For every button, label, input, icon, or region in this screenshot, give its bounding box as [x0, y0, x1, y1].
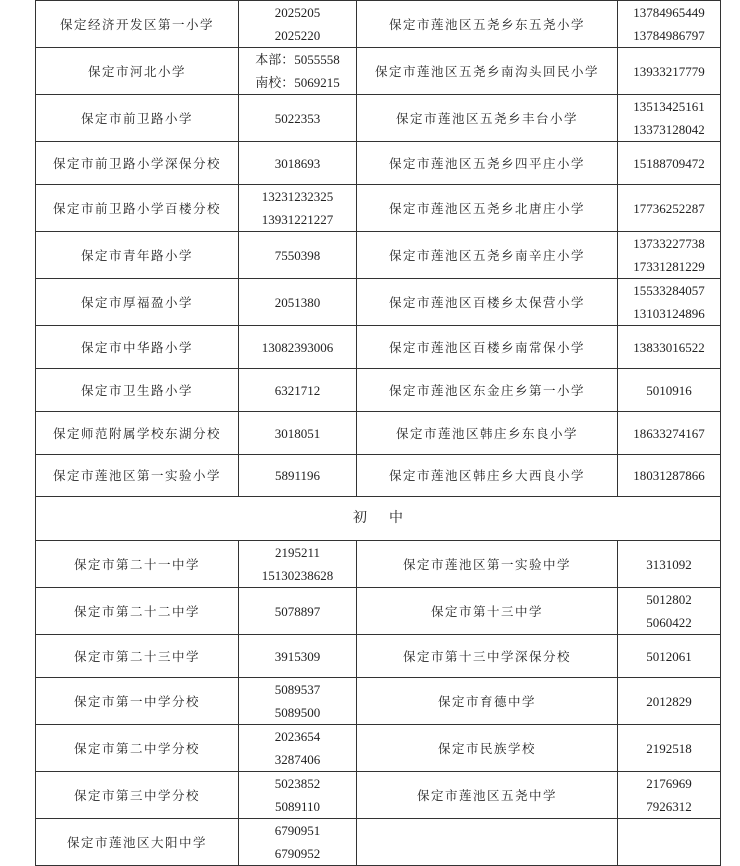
right-school-phone — [618, 142, 721, 185]
phone-number: 3915309 — [274, 648, 321, 664]
phone-number: 17331281229 — [633, 259, 705, 274]
primary-school-section — [36, 1, 721, 497]
left-school-name: 保定市河北小学 — [36, 48, 239, 95]
phone-number: 2051380 — [274, 294, 321, 310]
left-school-phone — [239, 369, 357, 412]
left-school-phone — [239, 185, 357, 232]
right-school-phone — [618, 185, 721, 232]
left-school-name: 保定市第二十一中学 — [36, 541, 239, 588]
right-school-phone — [618, 588, 721, 635]
table-row — [36, 772, 721, 819]
left-school-phone — [239, 725, 357, 772]
right-school-name: 保定市莲池区韩庄乡大西良小学 — [357, 455, 618, 497]
right-school-name: 保定市莲池区五尧乡南辛庄小学 — [357, 232, 618, 279]
left-school-phone — [239, 819, 357, 866]
phone-number: 2176969 — [646, 776, 692, 791]
right-school-name — [357, 819, 618, 866]
phone-number: 5012061 — [646, 648, 692, 664]
left-school-phone — [239, 678, 357, 725]
left-school-phone — [239, 541, 357, 588]
left-school-phone — [239, 95, 357, 142]
left-school-phone — [239, 412, 357, 455]
right-school-name: 保定市第十三中学 — [357, 588, 618, 635]
right-school-phone — [618, 232, 721, 279]
phone-number: 6321712 — [274, 382, 321, 398]
right-school-phone — [618, 772, 721, 819]
phone-number: 6790951 — [274, 823, 321, 838]
phone-number: 5012802 — [646, 592, 692, 607]
right-school-phone — [618, 326, 721, 369]
right-school-phone — [618, 678, 721, 725]
right-school-name: 保定市莲池区五尧乡丰台小学 — [357, 95, 618, 142]
phone-number: 13931221227 — [261, 212, 334, 227]
phone-number: 15188709472 — [633, 155, 705, 171]
left-school-name: 保定市莲池区大阳中学 — [36, 819, 239, 866]
phone-number: 13784965449 — [633, 5, 705, 20]
right-school-name: 保定市第十三中学深保分校 — [357, 635, 618, 678]
left-school-phone — [239, 326, 357, 369]
table-row — [36, 232, 721, 279]
right-school-phone — [618, 95, 721, 142]
phone-number: 本部：5055558 — [255, 52, 340, 67]
phone-number: 2025220 — [274, 28, 321, 43]
right-school-name: 保定市莲池区五尧乡四平庄小学 — [357, 142, 618, 185]
phone-number: 3131092 — [646, 556, 692, 572]
right-school-phone — [618, 412, 721, 455]
table-row — [36, 48, 721, 95]
right-school-name: 保定市莲池区第一实验中学 — [357, 541, 618, 588]
left-school-name: 保定经济开发区第一小学 — [36, 1, 239, 48]
left-school-name: 保定市第二十三中学 — [36, 635, 239, 678]
left-school-phone — [239, 1, 357, 48]
right-school-name: 保定市莲池区五尧乡北唐庄小学 — [357, 185, 618, 232]
right-school-phone — [618, 635, 721, 678]
phone-number: 15130238628 — [261, 568, 334, 583]
section-header-row — [36, 497, 721, 541]
left-school-name: 保定市厚福盈小学 — [36, 279, 239, 326]
table-row — [36, 455, 721, 497]
phone-number: 13784986797 — [633, 28, 705, 43]
right-school-name: 保定市莲池区韩庄乡东良小学 — [357, 412, 618, 455]
phone-number: 南校：5069215 — [255, 75, 340, 90]
left-school-name: 保定师范附属学校东湖分校 — [36, 412, 239, 455]
table-row — [36, 635, 721, 678]
left-school-name: 保定市青年路小学 — [36, 232, 239, 279]
school-phone-table — [35, 0, 721, 866]
left-school-phone — [239, 772, 357, 819]
phone-number: 13833016522 — [633, 339, 705, 355]
phone-number: 3018693 — [274, 155, 321, 171]
phone-number: 2192518 — [646, 740, 692, 756]
phone-number: 2012829 — [646, 693, 692, 709]
right-school-phone — [618, 48, 721, 95]
left-school-name: 保定市卫生路小学 — [36, 369, 239, 412]
right-school-phone — [618, 279, 721, 326]
left-school-name: 保定市前卫路小学深保分校 — [36, 142, 239, 185]
left-school-name: 保定市前卫路小学 — [36, 95, 239, 142]
right-school-phone — [618, 725, 721, 772]
phone-number: 13733227738 — [633, 236, 705, 251]
left-school-phone — [239, 142, 357, 185]
left-school-phone — [239, 48, 357, 95]
table-row — [36, 1, 721, 48]
left-school-name: 保定市第一中学分校 — [36, 678, 239, 725]
right-school-name: 保定市莲池区东金庄乡第一小学 — [357, 369, 618, 412]
phone-number: 13082393006 — [261, 339, 334, 355]
phone-number: 5023852 — [274, 776, 321, 791]
phone-number: 5010916 — [646, 382, 692, 398]
phone-number: 17736252287 — [633, 200, 705, 216]
section-title: 初中 — [36, 497, 721, 541]
right-school-name: 保定市莲池区五尧乡东五尧小学 — [357, 1, 618, 48]
table-row — [36, 279, 721, 326]
right-school-name: 保定市莲池区五尧中学 — [357, 772, 618, 819]
phone-number: 2195211 — [274, 545, 321, 560]
phone-number: 13933217779 — [633, 63, 705, 79]
phone-number: 13513425161 — [633, 99, 705, 114]
phone-number: 5089537 — [274, 682, 321, 697]
table-row — [36, 588, 721, 635]
phone-number: 6790952 — [274, 846, 321, 861]
phone-number: 13373128042 — [633, 122, 705, 137]
phone-number: 5089110 — [274, 799, 321, 814]
middle-school-header — [36, 497, 721, 541]
right-school-name: 保定市育德中学 — [357, 678, 618, 725]
table-row — [36, 678, 721, 725]
phone-number: 2025205 — [274, 5, 321, 20]
phone-number: 5078897 — [274, 603, 321, 619]
left-school-phone — [239, 588, 357, 635]
phone-number: 5060422 — [646, 615, 692, 630]
right-school-phone — [618, 369, 721, 412]
phone-number: 5891196 — [274, 468, 321, 483]
phone-number: 5022353 — [274, 110, 321, 126]
phone-number: 7926312 — [646, 799, 692, 814]
phone-number: 13103124896 — [633, 306, 705, 321]
right-school-name: 保定市民族学校 — [357, 725, 618, 772]
table-row — [36, 725, 721, 772]
table-row — [36, 412, 721, 455]
left-school-name: 保定市中华路小学 — [36, 326, 239, 369]
left-school-name: 保定市第三中学分校 — [36, 772, 239, 819]
right-school-phone — [618, 1, 721, 48]
left-school-name: 保定市第二十二中学 — [36, 588, 239, 635]
left-school-phone — [239, 232, 357, 279]
right-school-name: 保定市莲池区百楼乡太保营小学 — [357, 279, 618, 326]
phone-number: 2023654 — [274, 729, 321, 744]
right-school-phone — [618, 455, 721, 497]
table-row — [36, 185, 721, 232]
table-row — [36, 819, 721, 866]
right-school-phone — [618, 819, 721, 866]
table-row — [36, 326, 721, 369]
phone-number: 3018051 — [274, 425, 321, 441]
table-row — [36, 95, 721, 142]
table-row — [36, 369, 721, 412]
phone-number: 7550398 — [274, 247, 321, 263]
right-school-name: 保定市莲池区百楼乡南常保小学 — [357, 326, 618, 369]
table-row — [36, 142, 721, 185]
phone-number: 3287406 — [274, 752, 321, 767]
middle-school-section — [36, 541, 721, 866]
phone-number: 5089500 — [274, 705, 321, 720]
left-school-phone — [239, 279, 357, 326]
left-school-name: 保定市莲池区第一实验小学 — [36, 455, 239, 497]
phone-number: 15533284057 — [633, 283, 705, 298]
right-school-phone — [618, 541, 721, 588]
left-school-phone — [239, 455, 357, 497]
phone-number: 18633274167 — [633, 425, 705, 441]
left-school-phone — [239, 635, 357, 678]
phone-number: 18031287866 — [633, 468, 705, 483]
right-school-name: 保定市莲池区五尧乡南沟头回民小学 — [357, 48, 618, 95]
table-row — [36, 541, 721, 588]
left-school-name: 保定市前卫路小学百楼分校 — [36, 185, 239, 232]
phone-number: 13231232325 — [261, 189, 334, 204]
left-school-name: 保定市第二中学分校 — [36, 725, 239, 772]
